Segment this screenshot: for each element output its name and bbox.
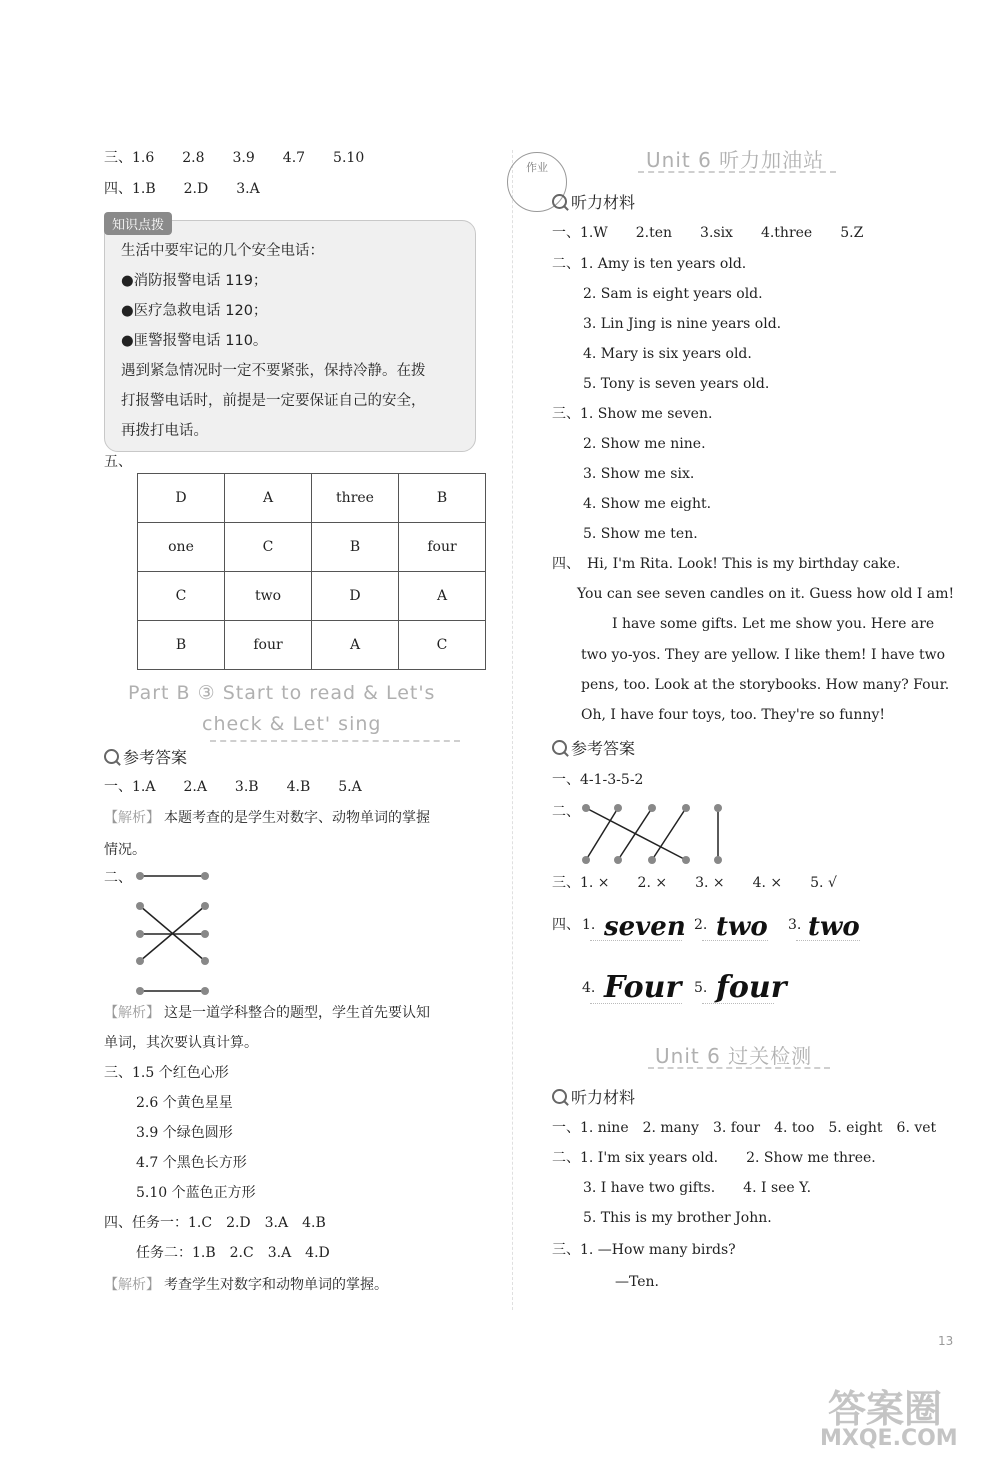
handwriting-number: 1. bbox=[582, 917, 596, 933]
listening-3-line: 5. Show me ten. bbox=[583, 526, 698, 542]
listening-4-line: two yo-yos. They are yellow. I like them! I have two bbox=[581, 647, 946, 663]
test-2: 5. This is my brother John. bbox=[583, 1210, 772, 1226]
magnifier-icon bbox=[104, 749, 119, 764]
listening-2-line: 2. Sam is eight years old. bbox=[583, 286, 763, 302]
test-1: 一、1. nine 2. many 3. four 4. too 5. eight 6. vet bbox=[552, 1120, 937, 1136]
page-number: 13 bbox=[938, 1334, 954, 1348]
homework-stamp: 作业 bbox=[507, 152, 567, 212]
ref-answer-1: 一、4-1-3-5-2 bbox=[552, 772, 644, 788]
reference-answer-heading: 参考答案 bbox=[104, 745, 187, 768]
answer-3-item: 三、1.5 个红色心形 bbox=[104, 1065, 229, 1081]
section-title-part-b: Part B ③ Start to read & Let's bbox=[128, 682, 436, 704]
grid-cell: four bbox=[399, 523, 486, 572]
grid-cell: A bbox=[312, 621, 399, 670]
magnifier-icon bbox=[552, 740, 567, 755]
listening-4-line: You can see seven candles on it. Guess how old I am! bbox=[577, 586, 955, 602]
reference-answer-heading: 参考答案 bbox=[552, 736, 635, 759]
answer-grid bbox=[137, 473, 486, 670]
grid-cell: one bbox=[138, 523, 225, 572]
listening-2-line: 二、1. Amy is ten years old. bbox=[552, 256, 747, 272]
grid-cell: A bbox=[225, 474, 312, 523]
grid-cell: two bbox=[225, 572, 312, 621]
unit-6-test-title: Unit 6 过关检测 bbox=[655, 1044, 813, 1068]
listening-3-line: 2. Show me nine. bbox=[583, 436, 706, 452]
listening-4-line: 四、 Hi, I'm Rita. Look! This is my birthday cake. bbox=[552, 556, 901, 572]
magnifier-icon bbox=[552, 1089, 567, 1104]
listening-material-heading: 听力材料 bbox=[552, 1085, 635, 1108]
writing-line bbox=[702, 940, 768, 941]
analysis-tag: 【解析】 bbox=[104, 1277, 160, 1293]
ref-answer-2-label: 二、 bbox=[552, 804, 580, 820]
handwritten-answer: two bbox=[716, 912, 768, 942]
listening-2-line: 4. Mary is six years old. bbox=[583, 346, 752, 362]
unit-title-underline bbox=[638, 171, 836, 173]
tip-line: 生活中要牢记的几个安全电话： bbox=[121, 243, 324, 259]
answer-1: 一、1.A 2.A 3.B 4.B 5.A bbox=[104, 779, 362, 795]
tip-line: 遇到紧急情况时一定不要紧张，保持冷静。在拨 bbox=[121, 363, 426, 379]
tip-line: 打报警电话时，前提是一定要保证自己的安全， bbox=[121, 393, 426, 409]
analysis-text: 这是一道学科整合的题型，学生首先要认知 bbox=[164, 1005, 430, 1021]
listening-3-line: 4. Show me eight. bbox=[583, 496, 712, 512]
answer-3-item: 5.10 个蓝色正方形 bbox=[136, 1185, 256, 1201]
ref-answer-4-label: 四、 bbox=[552, 917, 580, 933]
answer-3-item: 4.7 个黑色长方形 bbox=[136, 1155, 247, 1171]
column-divider bbox=[512, 150, 513, 1310]
writing-line bbox=[796, 940, 860, 941]
listening-4-line: pens, too. Look at the storybooks. How many? Four. bbox=[581, 677, 950, 693]
listening-4-line: I have some gifts. Let me show you. Here are bbox=[612, 616, 935, 632]
grid-cell: B bbox=[312, 523, 399, 572]
unit-6-listening-title: Unit 6 听力加油站 bbox=[646, 148, 825, 172]
grid-cell: B bbox=[138, 621, 225, 670]
grid-cell: A bbox=[399, 572, 486, 621]
grid-cell: C bbox=[225, 523, 312, 572]
handwritten-answer: seven bbox=[604, 912, 686, 942]
test-3: 三、1. —How many birds? bbox=[552, 1242, 736, 1258]
handwriting-number: 2. bbox=[694, 917, 708, 933]
test-2: 二、1. I'm six years old. 2. Show me three. bbox=[552, 1150, 876, 1166]
watermark-url: MXQE.COM bbox=[820, 1426, 958, 1451]
knowledge-tip-box bbox=[104, 220, 476, 452]
answer-section-3: 三、1.6 2.8 3.9 4.7 5.10 bbox=[104, 150, 365, 166]
tip-line: 再拨打电话。 bbox=[121, 423, 208, 439]
writing-line bbox=[590, 1003, 682, 1004]
answer-3-item: 3.9 个绿色圆形 bbox=[136, 1125, 233, 1141]
section-title-underline bbox=[210, 740, 460, 742]
listening-4-line: Oh, I have four toys, too. They're so funny! bbox=[581, 707, 885, 723]
handwritten-answer: Four bbox=[604, 970, 682, 1005]
listening-1: 一、1.W 2.ten 3.six 4.three 5.Z bbox=[552, 225, 864, 241]
answer-section-4: 四、1.B 2.D 3.A bbox=[104, 181, 260, 197]
test-3: —Ten. bbox=[615, 1274, 660, 1290]
section-5-label: 五、 bbox=[104, 454, 132, 470]
grid-cell: D bbox=[312, 572, 399, 621]
section-title-part-b-2: check & Let' sing bbox=[202, 713, 382, 735]
unit-title-underline bbox=[648, 1067, 830, 1069]
tip-line: ●匪警报警电话 110。 bbox=[121, 333, 268, 349]
matching-lines-diagram-2 bbox=[578, 798, 728, 868]
listening-material-heading: 听力材料 bbox=[552, 190, 635, 213]
analysis-tag: 【解析】 bbox=[104, 810, 160, 826]
tip-line: ●医疗急救电话 120； bbox=[121, 303, 268, 319]
listening-3-line: 3. Show me six. bbox=[583, 466, 695, 482]
grid-cell: four bbox=[225, 621, 312, 670]
knowledge-tip-tag: 知识点拨 bbox=[104, 212, 172, 235]
ref-answer-3: 三、1. × 2. × 3. × 4. × 5. √ bbox=[552, 875, 837, 891]
magnifier-icon bbox=[552, 194, 567, 209]
matching-lines-diagram bbox=[130, 866, 220, 996]
listening-2-line: 5. Tony is seven years old. bbox=[583, 376, 770, 392]
writing-line bbox=[702, 1003, 774, 1004]
handwritten-answer: four bbox=[716, 970, 787, 1005]
listening-2-line: 3. Lin Jing is nine years old. bbox=[583, 316, 782, 332]
watermark-logo: 答案圈 bbox=[828, 1387, 943, 1431]
handwriting-number: 5. bbox=[694, 980, 708, 996]
grid-cell: three bbox=[312, 474, 399, 523]
listening-3-line: 三、1. Show me seven. bbox=[552, 406, 713, 422]
writing-line bbox=[590, 940, 682, 941]
analysis-text: 情况。 bbox=[104, 842, 146, 858]
analysis-text: 考查学生对数字和动物单词的掌握。 bbox=[164, 1277, 388, 1293]
analysis-text: 单词，其次要认真计算。 bbox=[104, 1035, 258, 1051]
answer-4-task2: 任务二：1.B 2.C 3.A 4.D bbox=[136, 1245, 330, 1261]
analysis-text: 本题考查的是学生对数字、动物单词的掌握 bbox=[164, 810, 430, 826]
grid-cell: D bbox=[138, 474, 225, 523]
analysis-tag: 【解析】 bbox=[104, 1005, 160, 1021]
grid-cell: B bbox=[399, 474, 486, 523]
answer-2-label: 二、 bbox=[104, 870, 132, 886]
answer-3-item: 2.6 个黄色星星 bbox=[136, 1095, 233, 1111]
tip-line: ●消防报警电话 119； bbox=[121, 273, 268, 289]
handwritten-answer: two bbox=[808, 912, 860, 942]
answer-4-task1: 四、任务一：1.C 2.D 3.A 4.B bbox=[104, 1215, 326, 1231]
test-2: 3. I have two gifts. 4. I see Y. bbox=[583, 1180, 812, 1196]
grid-cell: C bbox=[399, 621, 486, 670]
handwriting-number: 4. bbox=[582, 980, 596, 996]
grid-cell: C bbox=[138, 572, 225, 621]
handwriting-number: 3. bbox=[788, 917, 802, 933]
